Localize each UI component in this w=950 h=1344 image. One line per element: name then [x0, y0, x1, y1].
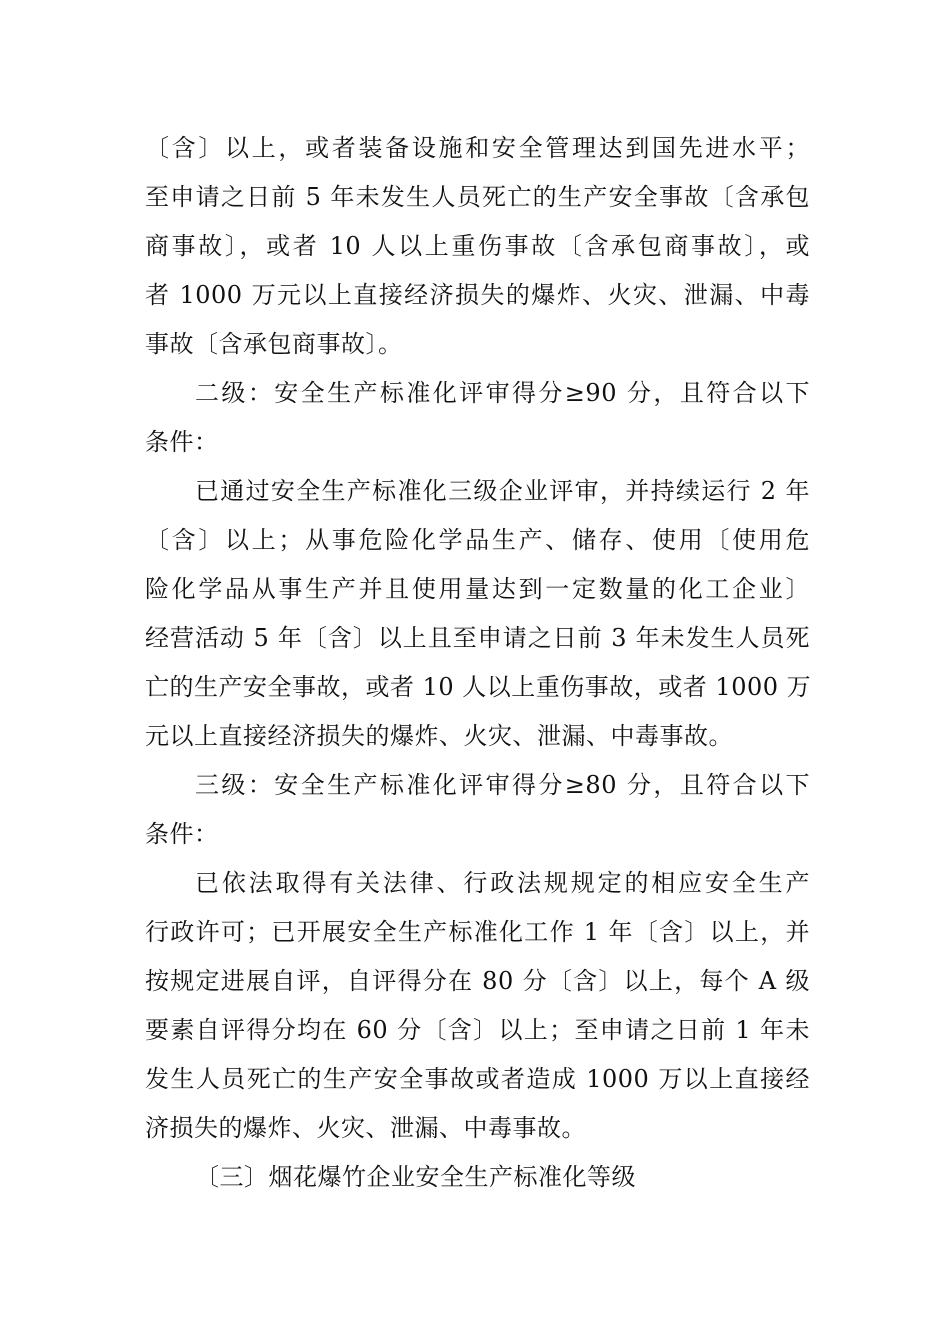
text-line: 二级：安全生产标准化评审得分≥90 分，且符合以下	[195, 379, 810, 407]
text-line: 条件：	[145, 428, 219, 456]
text-line: 〔含〕以上，或者装备设施和安全管理达到国先进水平；	[145, 134, 810, 162]
text-line: 元以上直接经济损失的爆炸、火灾、泄漏、中毒事故。	[145, 722, 733, 750]
text-line: 者 1000 万元以上直接经济损失的爆炸、火灾、泄漏、中毒	[145, 281, 810, 309]
text-line: 行政许可；已开展安全生产标准化工作 1 年〔含〕以上，并	[145, 918, 810, 946]
document-body	[145, 124, 810, 1202]
text-line: 条件：	[145, 820, 219, 848]
text-line: 商事故〕，或者 10 人以上重伤事故〔含承包商事故〕，或	[145, 232, 810, 260]
text-line: 至申请之日前 5 年未发生人员死亡的生产安全事故〔含承包	[145, 183, 810, 211]
text-line: 已通过安全生产标准化三级企业评审，并持续运行 2 年	[195, 477, 810, 505]
text-line: 要素自评得分均在 60 分〔含〕以上；至申请之日前 1 年未	[145, 1016, 810, 1044]
text-line: 三级：安全生产标准化评审得分≥80 分，且符合以下	[195, 771, 810, 799]
section-heading: 〔三〕烟花爆竹企业安全生产标准化等级	[195, 1163, 636, 1191]
text-line: 事故〔含承包商事故〕。	[145, 330, 403, 358]
text-line: 亡的生产安全事故，或者 10 人以上重伤事故，或者 1000 万	[145, 673, 812, 701]
text-line: 济损失的爆炸、火灾、泄漏、中毒事故。	[145, 1114, 586, 1142]
text-line: 经营活动 5 年〔含〕以上且至申请之日前 3 年未发生人员死	[145, 624, 810, 652]
text-line: 已依法取得有关法律、行政法规规定的相应安全生产	[195, 869, 810, 897]
text-line: 发生人员死亡的生产安全事故或者造成 1000 万以上直接经	[145, 1065, 810, 1093]
text-line: 险化学品从事生产并且使用量达到一定数量的化工企业〕	[145, 575, 810, 603]
text-line: 按规定进展自评，自评得分在 80 分〔含〕以上，每个 A 级	[145, 967, 810, 995]
text-line: 〔含〕以上；从事危险化学品生产、储存、使用〔使用危	[145, 526, 810, 554]
